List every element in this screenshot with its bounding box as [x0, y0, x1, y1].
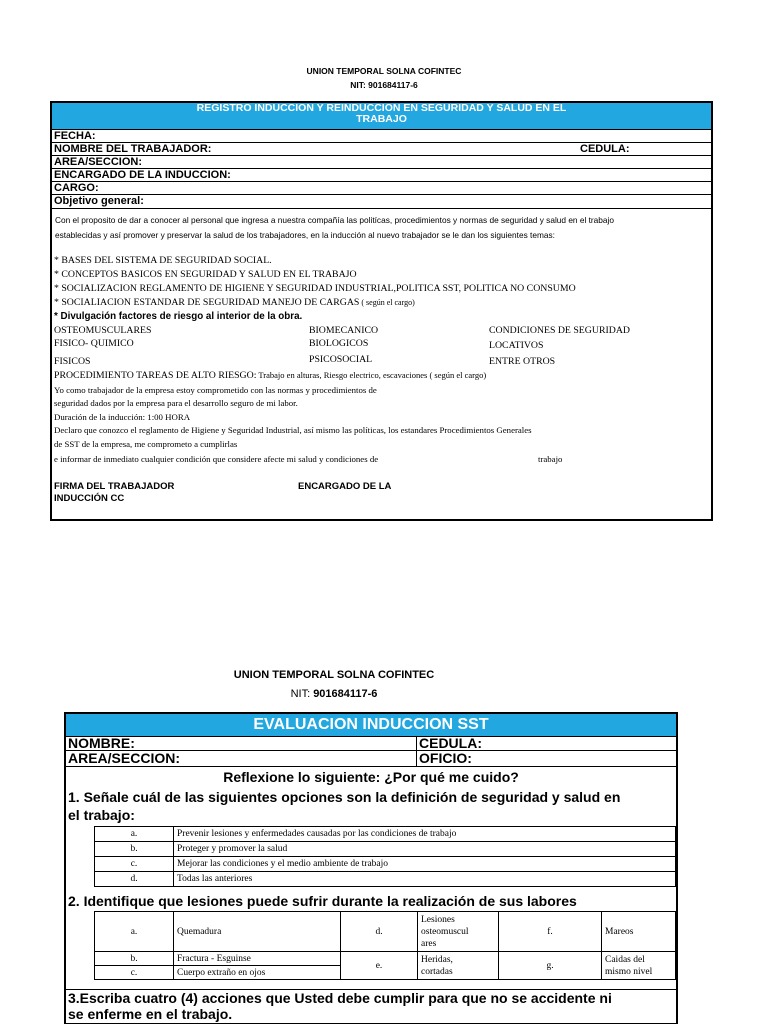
- company-name: UNION TEMPORAL SOLNA COFINTEC: [306, 66, 462, 76]
- company-nit-2: [0, 688, 668, 700]
- lesion-text: Mareos: [602, 912, 676, 952]
- company-nit: NIT: 901684117-6: [350, 80, 418, 90]
- option-letter: d.: [95, 872, 174, 887]
- topic-4: [54, 297, 415, 308]
- nit-label-2: NIT:: [290, 688, 314, 700]
- option-row[interactable]: [95, 827, 676, 842]
- lesion-letter[interactable]: g.: [499, 952, 602, 980]
- area-label: AREA/SECCION:: [54, 156, 143, 168]
- question-2-table: [94, 911, 676, 980]
- lesion-text-line: mismo nivel: [605, 966, 653, 977]
- lesion-text: [602, 952, 676, 980]
- risk-psicosocial: PSICOSOCIAL: [309, 354, 373, 365]
- declaro-line-2: de SST de la empresa, me comprometo a cumplirlas: [54, 439, 238, 449]
- area-row: [66, 751, 676, 767]
- question-1-options: [94, 826, 676, 887]
- topic-2: * CONCEPTOS BASICOS EN SEGURIDAD Y SALUD EN EL TRABAJO: [54, 269, 357, 280]
- objetivo-row: [52, 195, 711, 209]
- lesion-text: Cuerpo extraño en ojos: [174, 966, 341, 980]
- lesion-letter[interactable]: e.: [341, 952, 418, 980]
- option-text: Todas las anteriores: [174, 872, 676, 887]
- duracion-text: Duración de la inducción: 1:00 HORA: [54, 412, 191, 422]
- lesion-text-line: Caidas del: [605, 954, 645, 965]
- nombre-divider: [416, 736, 417, 751]
- lesion-text-line: Heridas,: [421, 954, 453, 965]
- question-1-line-2: el trabajo:: [68, 807, 135, 823]
- question-1-line-1: 1. Señale cuál de las siguientes opciones son la definición de seguridad y salud en: [68, 789, 621, 805]
- declaro-line-1: Declaro que conozco el reglamento de Higiene y Seguridad Industrial, así mismo las políticas, los estandares Procedimientos Generales: [54, 425, 532, 435]
- lesion-letter[interactable]: c.: [95, 966, 174, 980]
- nombre-label: NOMBRE DEL TRABAJADOR:: [54, 143, 212, 155]
- divulgacion-text: * Divulgación factores de riesgo al interior de la obra.: [54, 311, 303, 322]
- option-letter: c.: [95, 857, 174, 872]
- firma-line-1: FIRMA DEL TRABAJADOR: [54, 481, 175, 492]
- lesion-text: Quemadura: [174, 912, 341, 952]
- declaro-trabajo: trabajo: [538, 454, 563, 464]
- risk-entre-otros: ENTRE OTROS: [489, 356, 556, 367]
- lesion-letter[interactable]: f.: [499, 912, 602, 952]
- encargado-field[interactable]: [52, 169, 711, 182]
- evaluation-form: [64, 712, 678, 1024]
- firma-trabajador[interactable]: [54, 481, 174, 505]
- procedimiento-note: Trabajo en alturas, Riesgo electrico, escavaciones ( según el cargo): [256, 370, 487, 380]
- lesion-text-line: ares: [421, 938, 437, 949]
- question-1: [68, 788, 620, 824]
- nombre-row: [66, 736, 676, 751]
- topic-4-note: ( según el cargo): [359, 298, 415, 307]
- induction-register-banner: [52, 103, 711, 130]
- topic-3: * SOCIALIZACION REGLAMENTO DE HIGIENE Y SEGURIDAD INDUSTRIAL,POLITICA SST, POLITICA NO CONSUMO: [54, 283, 576, 294]
- procedimiento-main: PROCEDIMIENTO TAREAS DE ALTO RIESGO:: [54, 370, 257, 381]
- question-3-line-1: 3.Escriba cuatro (4) acciones que Usted debe cumplir para que no se accidente ni: [68, 990, 612, 1006]
- lesion-text: [418, 912, 499, 952]
- option-row[interactable]: [95, 857, 676, 872]
- area-label-2: AREA/SECCION:: [68, 750, 181, 766]
- risk-fisicos: FISICOS: [54, 356, 91, 367]
- option-row[interactable]: [95, 842, 676, 857]
- lesion-text-line: osteomuscul: [421, 926, 469, 937]
- option-letter: b.: [95, 842, 174, 857]
- risk-biomecanico: BIOMECANICO: [309, 325, 379, 336]
- firma-encargado[interactable]: ENCARGADO DE LA: [298, 481, 392, 492]
- risk-condiciones: CONDICIONES DE SEGURIDAD: [489, 325, 630, 336]
- option-text: Prevenir lesiones y enfermedades causadas por las condiciones de trabajo: [174, 827, 676, 842]
- risk-locativos: LOCATIVOS: [489, 340, 544, 351]
- risk-fisico-quimico: FISICO- QUIMICO: [54, 338, 134, 349]
- lesion-letter[interactable]: a.: [95, 912, 174, 952]
- area-divider: [416, 751, 417, 766]
- lesion-text-line: Lesiones: [421, 914, 455, 925]
- compromiso-line-2: seguridad dados por la empresa para el desarrollo seguro de mi labor.: [54, 398, 298, 408]
- evaluation-banner: EVALUACION INDUCCION SST: [66, 714, 676, 737]
- option-letter: a.: [95, 827, 174, 842]
- cedula-label-2: CEDULA:: [419, 735, 482, 751]
- cedula-label: CEDULA:: [580, 143, 630, 155]
- oficio-label-2: OFICIO:: [419, 750, 472, 766]
- declaro-line-3: e informar de inmediato cualquier condición que considere afecte mi salud y condiciones de: [54, 454, 379, 464]
- intro-line-2: establecidas y así promover y preservar la salud de los trabajadores, en la inducción al nuevo trabajador se le dan los siguientes temas:: [55, 230, 555, 240]
- lesion-text: Fractura - Esguinse: [174, 952, 341, 966]
- objetivo-label: Objetivo general:: [54, 195, 144, 207]
- cargo-label: CARGO:: [54, 182, 99, 194]
- cargo-field[interactable]: [52, 182, 711, 195]
- firma-line-2: INDUCCIÓN CC: [54, 493, 125, 504]
- nit-value-2: 901684117-6: [313, 688, 378, 700]
- encargado-label: ENCARGADO DE LA INDUCCION:: [54, 169, 231, 181]
- lesion-letter[interactable]: d.: [341, 912, 418, 952]
- reflexione-heading: Reflexione lo siguiente: ¿Por qué me cuido?: [223, 769, 519, 785]
- area-field[interactable]: [52, 156, 711, 169]
- compromiso-line-1: Yo como trabajador de la empresa estoy comprometido con las normas y procedimientos de: [54, 385, 377, 395]
- option-row[interactable]: [95, 872, 676, 887]
- lesion-letter[interactable]: b.: [95, 952, 174, 966]
- intro-line-1: Con el proposito de dar a conocer al personal que ingresa a nuestra compañía las politícas, procedimientos y normas de seguridad y salud en el trabajo: [55, 215, 614, 225]
- option-text: Proteger y promover la salud: [174, 842, 676, 857]
- lesion-text: [418, 952, 499, 980]
- question-3-line-2: se enferme en el trabajo.: [68, 1006, 233, 1022]
- question-3: [66, 989, 676, 1022]
- lesion-text-line: cortadas: [421, 966, 453, 977]
- procedimiento-text: [54, 370, 486, 381]
- induction-register-form: [50, 101, 713, 521]
- company-name-2: UNION TEMPORAL SOLNA COFINTEC: [233, 669, 435, 681]
- nombre-field[interactable]: [52, 143, 711, 156]
- topic-4-main: * SOCIALIACION ESTANDAR DE SEGURIDAD MANEJO DE CARGAS: [54, 297, 360, 308]
- nombre-label-2: NOMBRE:: [68, 735, 135, 751]
- risk-biologicos: BIOLOGICOS: [309, 338, 369, 349]
- banner-line-2: TRABAJO: [356, 113, 407, 125]
- question-2: 2. Identifique que lesiones puede sufrir durante la realización de sus labores: [68, 893, 577, 909]
- fecha-label: FECHA:: [54, 130, 96, 142]
- banner-line-1: REGISTRO INDUCCION Y REINDUCCION EN SEGURIDAD Y SALUD EN EL: [196, 102, 567, 114]
- topic-1: * BASES DEL SISTEMA DE SEGURIDAD SOCIAL.: [54, 255, 272, 266]
- fecha-field[interactable]: [52, 130, 711, 143]
- risk-osteomusculares: OSTEOMUSCULARES: [54, 325, 152, 336]
- option-text: Mejorar las condiciones y el medio ambiente de trabajo: [174, 857, 676, 872]
